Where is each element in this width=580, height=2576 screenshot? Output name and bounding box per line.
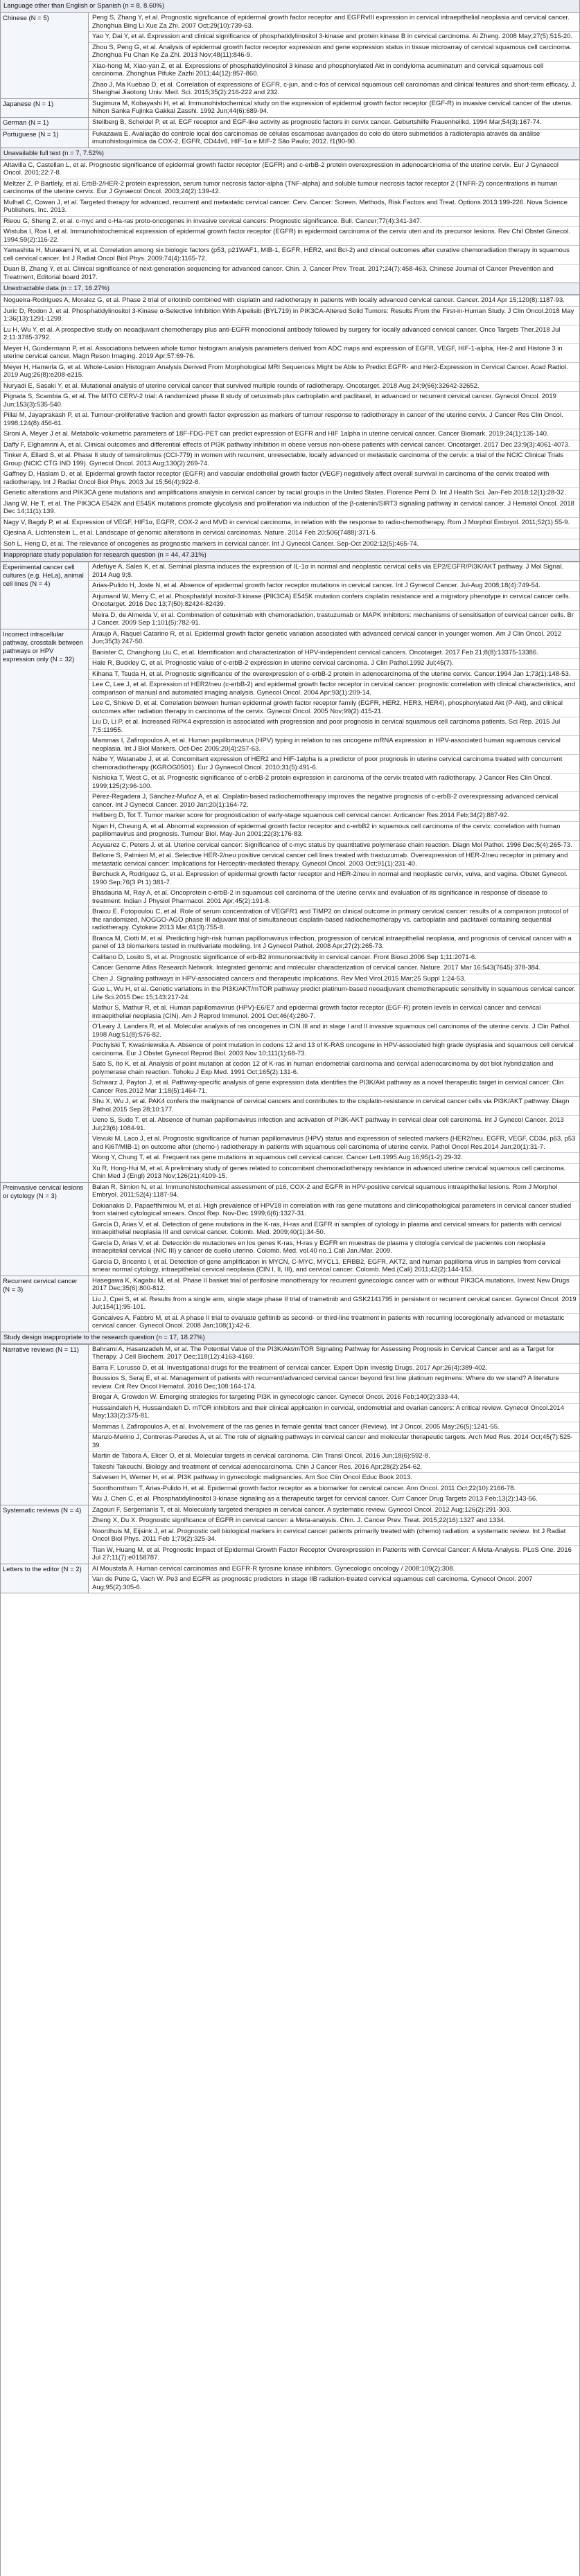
reference-entry: Ojesina A, Lichtenstein L, et al. Landscape of genomic alterations in cervical carcinomas. Nature. 2014 Feb 20;506(7488):371-5. (1, 528, 579, 539)
reference-entry: Steilberg B, Scheidel P, et al. EGF receptor and EGF-like activity as prognostic factors in cervix cancer. Geburtshilfe Frauenheilkd. 1994 Mar;54(3):167-74. (92, 118, 542, 126)
category-entries (89, 629, 579, 1182)
reference-entry: Manzo-Merino J, Contreras-Paredes A, et al. The role of signaling pathways in cervical cancer and molecular therapeutic targets. Arch Med Res. 2014 Oct;45(7):525-39. (89, 1432, 579, 1451)
reference-entry: Al Moustafa A. Human cervical carcinomas and EGFR-R tyrosine kinase inhibitors. Gynecologic oncology / 2008:109(2):308. (92, 1564, 455, 1573)
reference-entry: Van de Putte G, Vach W. Pe3 and EGFR as prognostic predictors in stage IIB radiation-treated cervical squamous cell carcinoma. Gynecol Oncol. 2007 Aug;95(2):305-6. (89, 1574, 579, 1593)
reference-entry: Yamashita H, Murakami N, et al. Correlation among six biologic factors (p53, p21WAF1, MIB-1, EGFR, HER2, and Bcl-2) and clinical outcomes after curative chemoradiation therapy in squamous cell cervical cancer. Int J Radiat Oncol Biol Phys. 2009;74(4):1165-72. (1, 245, 579, 264)
reference-entry: Hussaindaleh H, Hussaindaleh D. mTOR inhibitors and their clinical application in cervical, endometrial and ovarian cancers: A critical review. Gynecol Oncol.2014 May;133(2):375-81. (89, 1403, 579, 1422)
category-entries (89, 99, 579, 117)
category-label: Chinese (N = 5) (1, 13, 89, 98)
category-row (1, 1564, 579, 1594)
reference-entry: Nishioka T, West C, et al. Prognostic significance of c-erbB-2 protein expression in carcinoma of the cervix treated with radiotherapy. J Cancer Res Clin Oncol. 1999;125(2):96-100. (89, 773, 579, 791)
reference-entry: Sato S, Ito K, et al. Analysis of point mutation at codon 12 of K-ras in human endometrial carcinoma and cervical adenocarcinoma by dot blot hybridization and polymerase chain reaction. Tohoku J Exp Med. 1991 Oct;165(2):131-6. (89, 1059, 579, 1077)
reference-entry: Zagouri F, Sergentanis T, et al. Molecularly targeted therapies in cervical cancer. A systematic review. Gynecol Oncol. 2012 Aug;126(2):291-303. (92, 1505, 511, 1514)
category-entries (89, 1183, 579, 1276)
reference-entry: Hasegawa K, Kagabu M, et al. Phase II basket trial of perifosine monotherapy for recurrent gynecologic cancer with or without PIK3CA mutations. Invest New Drugs 2017 Dec;35(6):800-812. (92, 1276, 570, 1292)
reference-entry: Banister C, Changhong Liu C, et al. Identification and characterization of HPV-independent cervical cancers. Oncotarget. 2017 Feb 21;8(8):13375-13386. (89, 647, 579, 659)
category-row (1, 562, 579, 629)
reference-entry: O'Leary J, Landers R, et al. Molecular analysis of ras oncogenes in CIN III and in stage I and II invasive squamous cell carcinoma of the uterine cervix. J Clin Pathol. 1998 Aug;51(8):576-82. (89, 1021, 579, 1040)
reference-entry: Lee C, Lee J, et al. Expression of HER2/neu (c-erbB-2) and epidermal growth factor receptor in cervical cancer: prognostic correlation with clinical characteristics, and comparison of manual and automated imaging analysis. Gynecol Oncol. 2004 Apr;93(1):209-14. (89, 679, 579, 698)
reference-entry: Mulhall C, Cowan J, et al. Targeted therapy for advanced, recurrent and metastatic cervical cancer. Cerv. Cancer: Screen. Methods, Risk Factors and Treat. Options 2013:199-226. Nova Science Publishers, Inc. 2013. (1, 197, 579, 216)
reference-entry: Wu J, Chen C, et al. Phosphatidylinositol 3-kinase signaling as a therapeutic target for cervical cancer. Curr Cancer Drug Targets 2013 Feb;13(2):143-56. (89, 1494, 579, 1505)
reference-entry: Visvuki M, Laco J, et al. Prognostic significance of human papillomavirus (HPV) status and expression of selected markers (HER2/neu, EGFR, VEGF, CD34, p63, p53 and Ki67/MIB-1) on outcome after (chemo-) radiotherapy in patients with squamous cell carcinoma of uterine cervix. Pathol Oncol Res.2014 Jan;20(1):31-7. (89, 1134, 579, 1152)
reference-entry: Mammas I, Zafiropoulos A, et al. Human papillomavirus (HPV) typing in relation to ras oncogene mRNA expression in HPV-associated human squamous cervical neoplasia. Int J Biol Markers. Oct-Dec 2005;20(4):257-63. (89, 735, 579, 754)
reference-entry: Shu X, Wu J, et al. PAK4 confers the malignance of cervical cancers and contributes to the cisplatin-resistance in cervical cancer cells via PI3K/AKT pathway. Diagn Pathol.2015 Sep 28;10:177. (89, 1096, 579, 1115)
reference-entry: Meyer H, Gundermann P, et al. Associations between whole tumor histogram analysis parameters derived from ADC maps and expression of EGFR, VEGF, HIF-1-alpha, Her-2 and Histone 3 in uterine cervical cancer. Magn Reson Imaging. 2019 Apr;57:69-76. (1, 343, 579, 362)
category-label: German (N = 1) (1, 118, 89, 129)
category-row (1, 1183, 579, 1276)
reference-entry: Duan B, Zhang Y, et al. Clinical significance of next-generation sequencing for advanced cancer. Chin. J. Cancer Prev. Treat. 2017;24(7):458-463. Chinese Journal of Cancer Prevention and Treatment, Editorial board 2017. (1, 264, 579, 283)
reference-entry: Adefuye A, Sales K, et al. Seminal plasma induces the expression of IL-1α in normal and neoplastic cervical cells via EP2/EGFR/PI3K/AKT pathway. J Mol Signal. 2014 Aug 9;8. (92, 563, 563, 579)
section-group (1, 283, 579, 550)
reference-entry: Califano D, Losito S, et al. Prognostic significance of erb-B2 immunoreactivity in cervical cancer. Front Biosci.2006 Sep 1;11:2071-6. (89, 952, 579, 963)
reference-entry: Boussios S, Seraj E, et al. Management of patients with recurrent/advanced cervical cancer beyond first line platinum regimens: Where do we stand? A literature review. Crit Rev Oncol Hematol. 2016 Dec;108:164-174. (89, 1373, 579, 1392)
reference-entry: Fukazawa E. Avaliação do controle local dos carcinomas de células escamosas avançados do colo do útero submetidos à radioterapia através da análise imunohistoquímica da COX-2, EGFR, CD44v6, HIF-1α e MIF-2 São Paulo; 2012. f1(90-90. (92, 129, 541, 145)
reference-entry: Meyer H, Hamerla G, et al. Whole-Lesion Histogram Analysis Derived From Morphological MRI Sequences Might be Able to Predict EGFR- and Her2-Expression in Cervical Cancer. Acad Radiol. 2019 Aug;26(8):e208-e215. (1, 362, 579, 381)
reference-entry: Xiao-hong M, Xiao-yan Z, et al. Expressions of phosphatidylinositol 3 kinase and phosphorylated Akt in condyloma acuminatum and cervical squamous cell carcinoma. Zhonghua Pifuke Zazhi 2011;44(12):857-860. (89, 61, 579, 80)
category-label: Japanese (N = 1) (1, 99, 89, 117)
reference-entry: Noordhuis M, Eijsink J, et al. Prognostic cell biological markers in cervical cancer patients primarily treated with (chemo) radiation: a systematic review. Int J Radiat Oncol Biol Phys. 2011 Feb 1;79(2):325-34. (89, 1526, 579, 1545)
reference-entry: Sugimura M, Kobayashi H, et al. Immunohistochemical study on the expression of epidermal growth factor receptor (EGF-R) in invasive cervical cancer of the uterus. Nihon Sanka Fujinka Gakkai Zasshi. 1992 Jun;44(6):689-94. (92, 99, 573, 115)
reference-entry: Pérez-Regadera J, Sánchez-Muñoz A, et al. Cisplatin-based radiochemotherapy improves the negative prognosis of c-erbB-2 overexpressing advanced cervical cancer. Int J Gynecol Cancer. 2010 Jan;20(1):164-72. (89, 791, 579, 810)
reference-entry: Lee C, Shieve D, et al. Correlation between human epidermal growth factor receptor family (EGFR, HER2, HER3, HER4), phosphorylated Akt (P-Akt), and clinical outcomes after radiation therapy in carcinoma of the cervix. Gynecol Oncol. 2005 Nov;99(2):415-21. (89, 698, 579, 717)
section-label: Unavailable full text (n = 7, 7.52%) (1, 148, 579, 160)
reference-entry: Tinker A, Ellard S, et al. Phase II study of temsirolimus (CCI-779) in women with recurrent, unresectable, locally advanced or metastatic carcinoma of the cervix: a trial of the NCIC Clinical Trials Group (NCIC CTG IND 199). Gynecol Oncol. 2013 Aug;130(2):269-74. (1, 450, 579, 469)
reference-entry: Branca M, Ciotti M, et al. Predicting high-risk human papillomavirus infection, progression of cervical intraepithelial neoplasia, and prognosis of cervical cancer with a panel of 13 biomarkers tested in multivariate modeling. Int J Gynecol Pathol. 2008 Apr;27(2):265-73. (89, 933, 579, 952)
reference-entry: Chen J. Signaling pathways in HPV-associated cancers and therapeutic implications. Rev Med Virol.2015 Mar;25 Suppl 1:24-53. (89, 974, 579, 985)
category-entries (89, 129, 579, 147)
category-row (1, 99, 579, 118)
reference-entry: Cancer Genome Atlas Research Network. Integrated genomic and molecular characterization of cervical cancer. Nature. 2017 Mar 16;543(7645):378-384. (89, 963, 579, 974)
reference-entry: Bhadauria M, Ray A, et al. Oncoprotein c-erbB-2 in squamous cell carcinoma of the uterine cervix and evaluation of its significance in response of disease to treatment. Indian J Physiol Pharmacol. 2001 Apr;45(2):191-8. (89, 888, 579, 906)
category-label: Narrative reviews (N = 11) (1, 1345, 89, 1505)
reference-entry: Nuryadi E, Sasaki Y, et al. Mutational analysis of uterine cervical cancer that survived multiple rounds of radiotherapy. Oncotarget. 2018 Aug 24;9(66):32642-32652. (1, 381, 579, 392)
reference-entry: Ngan H, Cheung A, et al. Abnormal expression of epidermal growth factor receptor and c-erbB2 in squamous cell carcinoma of the cervix: correlation with human papillomavirus and prognosis. Tumour Biol. May-Jun 2001;22(3):176-83. (89, 821, 579, 840)
category-row (1, 1505, 579, 1564)
reference-entry: Lu H, Wu Y, et al. A prospective study on neoadjuvant chemotherapy plus anti-EGFR monoclonal antibody followed by surgery for locally advanced cervical cancer. Onco Targets Ther.2018 Jul 2;11:3785-3792. (1, 325, 579, 343)
reference-entry: Arjumand W, Merry C, et al. Phosphatidyl inositol-3 kinase (PIK3CA) E545K mutation confers cisplatin resistance and a migratory phenotype in cervical cancer cells. Oncotarget. 2016 Dec 13;7(50):82424-82439. (89, 591, 579, 610)
reference-entry: Pochylski T, Kwaśniewska A. Absence of point mutation in codons 12 and 13 of K-RAS oncogene in HPV-associated high grade dysplasia and squamous cell cervical carcinoma. Eur J Obstet Gynecol Reprod Biol. 2003 Nov 10;111(1):68-73. (89, 1040, 579, 1059)
reference-entry: Liu D, Li P, et al. Increased RIPK4 expression is associated with progression and poor prognosis in cervical squamous cell carcinoma patients. Sci Rep. 2015 Jul 7;5:11955. (89, 717, 579, 735)
category-label: Recurrent cervical cancer (N = 3) (1, 1276, 89, 1332)
reference-entry: Sironi A, Meyer J et al. Metabolic-volumetric parameters of 18F-FDG-PET can predict expression of EGFR and HIF 1alpha in uterine cervical cancer. Cancer Biomark. 2019;24(1):135-140. (1, 429, 579, 440)
reference-entry: Balan R, Simion N, et al. Immunohistochemical assessment of p16, COX-2 and EGFR in HPV-positive cervical squamous intraepithelial lesions. Rom J Morphol Embryol. 2011;52(4):1187-94. (92, 1183, 558, 1199)
category-label: Systematic reviews (N = 4) (1, 1505, 89, 1564)
reference-entry: Meira D, de Almeida V, et al. Combination of cetuximab with chemoradiation, trastuzumab or MAPK inhibitors: mechanisms of sensitisation of cervical cancer cells. Br J Cancer. 2009 Sep 1;101(5):782-91. (89, 610, 579, 629)
category-entries (89, 13, 579, 98)
reference-entry: Araujo A, Raquel Catarino R, et al. Epidermal growth factor genetic variation associated with advanced cervical cancer in younger women. Am J Clin Oncol. 2012 Jun;35(3):247-50. (92, 629, 561, 645)
reference-entry: Daffy F, Elghamrini A, et al. Clinical outcomes and differential effects of PI3K pathway inhibition in obese versus non-obese patients with cervical cancer. Oncotarget. 2017 Dec 23;9(3):4061-4073. (1, 440, 579, 451)
reference-entry: Gaffney D, Haslam D, et al. Epidermal growth factor receptor (EGFR) and vascular endothelial growth factor (VEGF) negatively affect overall survival in carcinoma of the cervix treated with radiotherapy. Int J Radiat Oncol Biol Phys. 2003 Jul 15;56(4):922-8. (1, 469, 579, 488)
section-label: Inappropriate study population for research question (n = 44, 47.31%) (1, 550, 579, 562)
reference-entry: Dokianakis D, Papaefthimiou M, et al. High prevalence of HPV18 in correlation with ras gene mutations and clinicopathological parameters in cervical cancer studied from stained cytological smears. Oncol Rep. Nov-Dec 1999;6(6):1327-31. (89, 1201, 579, 1219)
reference-entry: Zheng X, Du X. Prognostic significance of EGFR in cervical cancer: a Meta-analysis. Chin. J. Cancer Prev. Treat. 2015;22(16):1327 and 1334. (89, 1515, 579, 1526)
reference-entry: Zhao J, Ma Kuebao D, et al. Correlation of expressions of EGFR, c-jun, and c-fos of cervical squamous cell carcinomas and clinical features and short-term efficacy. J. Shanghai Jiaotong Univ. Med. Sci. 2015;35(2):216-222 and 232. (89, 80, 579, 98)
category-label: Portuguese (N = 1) (1, 129, 89, 147)
reference-entry: Juric D, Rodon J, et al. Phosphatidylinositol 3-Kinase α-Selective Inhibition With Alpelisib (BYL719) in PIK3CA-Altered Solid Tumors: Results From the First-in-Human Study. J Clin Oncol.2018 May 1;36(13):1291-1299. (1, 306, 579, 325)
category-label: Preinvasive cervical lesions or cytology (N = 3) (1, 1183, 89, 1276)
reference-entry: Jiang W, He T, et al. The PIK3CA E542K and E545K mutations promote glycolysis and proliferation via induction of the β-catenin/SIRT3 signaling pathway in cervical cancer. J Hematol Oncol. 2018 Dec 14;11(1):139. (1, 499, 579, 517)
reference-entry: Soh L, Heng D, et al. The relevance of oncogenes as prognostic markers in cervical cancer. Int J Gynecol Cancer. Sep-Oct 2002;12(5):465-74. (1, 539, 579, 550)
reference-entry: Hellberg D, Tot T. Tumor marker score for prognostication of early-stage squamous cell cervical cancer. Anticancer Res.2014 Feb;34(2):887-92. (89, 810, 579, 821)
category-label: Incorrect intracellular pathway, crosstalk between pathways or HPV expression only (N = 32) (1, 629, 89, 1182)
reference-entry: Peng S, Zhang Y, et al. Prognostic significance of epidermal growth factor receptor and EGFRvIII expression in cervical intraepithelial neoplasia and cervical cancer. Zhonghua Bing Li Xue Za Zhi. 2007 Oct;29(10):739-63. (92, 14, 570, 30)
section-group (1, 1332, 579, 1345)
reference-entry: Nogueira-Rodrigues A, Moralez G, et al. Phase 2 trial of erlotinib combined with cisplatin and radiotherapy in patients with locally advanced cervical cancer. Cancer. 2014 Apr 15;120(8):1187-93. (1, 295, 579, 306)
reference-entry: Kihana T, Tsuda H, et al. Prognostic significance of the overexpression of c-erbB-2 protein in adenocarcinoma of the uterine cervix. Cancer.1994 Jan 1;73(1):148-53. (89, 669, 579, 680)
category-entries (89, 562, 579, 629)
reference-entry: Guo L, Wu H, et al. Genetic variations in the PI3K/AKT/mTOR pathway predict platinum-based neoadjuvant chemotherapeutic sensitivity in squamous cervical cancer. Life Sci.2015 Dec 15;143:217-24. (89, 984, 579, 1003)
category-label: Letters to the editor (N = 2) (1, 1564, 89, 1593)
category-row (1, 129, 579, 148)
reference-entry: Schwarz J, Payton J, et al. Pathway-specific analysis of gene expression data identifies the PI3K/Akt pathway as a novel therapeutic target in cervical cancer. Clin Cancer Res.2012 Mar 1;18(5):1464-71. (89, 1077, 579, 1096)
category-row (1, 13, 579, 99)
category-row (1, 118, 579, 129)
reference-entry: Soonthornthum T, Arias-Pulido H, et al. Epidermal growth factor receptor as a biomarker for cervical cancer. Ann Oncol. 2011 Oct;22(10):2166-78. (89, 1483, 579, 1494)
category-row (1, 629, 579, 1183)
category-label: Experimental cancer cell cultures (e.g. HeLa), animal cell lines (N = 4) (1, 562, 89, 629)
reference-entry: Wong Y, Chung T, et al. Frequent ras gene mutations in squamous cell cervical cancer. Cancer Lett.1995 Aug 16;95(1-2):29-32. (89, 1152, 579, 1163)
reference-entry: Nagy V, Bagdy P, et al. Expression of VEGF, HIF1α, EGFR, COX-2 and MVD in cervical carcinoma, in relation with the response to radio-chemotherapy. Rom J Morphol Embryol. 2011;52(1):55-9. (1, 517, 579, 528)
reference-entry: Wistuba I, Roa I, et al. Immunohistochemical expression of epidermal growth factor receptor (EGFR) in epidermoid carcinoma of the cervix uteri and its precursor lesions. Rev Chil Obstet Ginecol. 1994;59(2):116-22. (1, 226, 579, 245)
reference-entry: Pignata S, Scambia G, et al. The MITO CERV-2 trial: A randomized phase II study of cetuximab plus carboplatin and paclitaxel, in advanced or recurrent cervical cancer. Gynecol Oncol. 2019 Jun;153(3):535-540. (1, 391, 579, 410)
reference-entry: Barra F, Lorusso D, et al. Investigational drugs for the treatment of cervical cancer. Expert Opin Investig Drugs. 2017 Apr;26(4):389-402. (89, 1363, 579, 1374)
category-row (1, 1276, 579, 1332)
reference-entry: Yao Y, Dai Y, et al. Expression and clinical significance of phosphatidylinositol 3-kinase and protein kinase B in cervical carcinoma. Ai Zheng. 2008 May;27(5):515-20. (89, 31, 579, 42)
section-label: Unextractable data (n = 17, 16.27%) (1, 283, 579, 295)
reference-entry: Acyuarez C, Peters J, et al. Uterine cervical cancer: Significance of c-myc status by quantitative polymerase chain reaction. Diagn Mol Pathol. 1996 Dec;5(4):265-73. (89, 840, 579, 851)
reference-entry: Liu J, Cpei S, et al. Results from a single arm, single stage phase II trial of trametinib and GSK2141795 in persistent or recurrent cervical cancer. Gynecol Oncol. 2019 Jul;154(1):95-101. (89, 1294, 579, 1313)
reference-entry: Pillai M, Jayaprakash P, et al. Tumour-proliferative fraction and growth factor expression as markers of tumour response to radiotherapy in cancer of the uterine cervix. J Cancer Res Clin Oncol. 1998;124(8):456-61. (1, 410, 579, 429)
category-entries (89, 1276, 579, 1332)
section-group (1, 148, 579, 284)
reference-entry: Nábe Y, Watanabe J, et al. Concomitant expression of HER2 and HIF-1alpha is a predictor of poor prognosis in uterine cervical carcinoma treated with concurrent chemoradiotherapy (KGROG0501). Eur J Gynaecol Oncol. 2010;31(5):491-6. (89, 754, 579, 773)
reference-entry: Hale R, Buckley C, et al. Prognostic value of c-erbB-2 expression in uterine cervical carcinoma. J Clin Pathol.1992 Jul;45(7). (89, 658, 579, 669)
category-entries (89, 1345, 579, 1505)
reference-entry: Altavilla C, Castellan L, et al. Prognostic significance of epidermal growth factor receptor (EGFR) and c-erbB-2 protein overexpression in adenocarcinoma of the uterine cervix. Eur J Gynaecol Oncol. 2001;22:7-8. (1, 160, 579, 179)
section-group (1, 550, 579, 562)
reference-entry: Mathur S, Mathur R, et al. Human papillomavirus (HPV)-E6/E7 and epidermal growth factor receptor (EGF-R) protein levels in cervical cancer and cervical intraepithelial neoplasia (CIN). Am J Reprod Immunol. 2001 Oct;46(4):280-7. (89, 1003, 579, 1021)
reference-entry: Genetic alterations and PIK3CA gene mutations and amplifications analysis in cervical cancer by racial groups in the United States. Florence Pemi D. Int J Health Sci. Jan-Feb 2018;12(1):28-32. (1, 488, 579, 499)
reference-entry: Goncalves A, Fabbro M, et al. A phase II trial to evaluate gefitinib as second- or third-line treatment in patients with recurring locoregionally advanced or metastatic cervical cancer. Gynecol Oncol. 2008 Jan;108(1):42-6. (89, 1313, 579, 1332)
category-entries (89, 1564, 579, 1593)
reference-entry: Meltzer Z, P Bartlely, et al. ErbB-2/HER-2 protein expression, serum tumor necrosis factor-alpha (TNF-alpha) and soluble tumour necrosis factor receptor 2 (TNFR-2) concentrations in human carcinoma of the uterine cervix. Eur J Gynaecol Oncol. 2003;24(2):139-42. (1, 179, 579, 197)
category-row (1, 1345, 579, 1505)
reference-entry: Bahrami A, Hasanzadeh M, et al. The Potential Value of the PI3K/Akt/mTOR Signaling Pathway for Assessing Prognosis in Cervical Cancer and as a Target for Therapy. J Cell Biochem. 2017 Dec;118(12):4163-4169. (92, 1345, 554, 1361)
reference-entry: García D, Arias V, et al. Detección de mutaciones en los genes K-ras, H-ras y EGFR en muestras de plasma y citología cervical de pacientes con neoplasia intraepitelial cervical (NIC III) y cáncer de cuello uterino. Colomb. Med. vol.40 no.1 Cali Jan./Mar. 2009. (89, 1238, 579, 1257)
reference-entry: Arias-Pulido H, Joste N, et al. Absence of epidermal growth factor receptor mutations in cervical cancer. Int J Gynecol Cancer. Jul-Aug 2008;18(4):749-54. (89, 580, 579, 591)
section-label: Study design inappropriate to the research question (n = 17, 18.27%) (1, 1332, 579, 1344)
reference-entry: Martin de Tabora A, Elicer O, et al. Molecular targets in cervical carcinoma. Clin Transl Oncol. 2016 Jun;18(6):592-8. (89, 1451, 579, 1462)
table-header: Language other than English or Spanish (n = 8, 8.60%) (1, 0, 579, 13)
reference-entry: Takeshi Takeuchi. Biology and treatment of cervical adenocarcinoma. Chin J Cancer Res. 2016 Apr;28(2):254-62. (89, 1462, 579, 1473)
reference-entry: Braicu E, Fotopoulou C, et al. Role of serum concentration of VEGFR1 and TIMP2 on clinical outcome in primary cervical cancer: results of a companion protocol of the randomized, NOGGO-AGO phase III adjuvant trial of simultaneous cisplatin-based radiochemotherapy vs. carboplatin and paclitaxel containing sequential radiotherapy. Cytokine 2013 Mar;61(3):755-8. (89, 906, 579, 933)
reference-entry: Zhou S, Peng G, et al. Analysis of epidermal growth factor receptor expression and gene expression status in tissue microarray of cervical squamous cell carcinoma. Zhonghua Fu Chan Ke Za Zhi. 2013 Nov;48(11):846-9. (89, 42, 579, 61)
reference-entry: Mammas I, Zafiropoulos A, et al. Involvement of the ras genes in female genital tract cancer (Review). Int J Oncol. 2005 May;26(5):1241-55. (89, 1422, 579, 1433)
reference-entry: Ueno S, Sudo T, et al. Absence of human papillomavirus infection and activation of PI3K-AKT pathway in cervical clear cell carcinoma. Int J Gynecol Cancer. 2013 Jul;23(6):1084-91. (89, 1115, 579, 1134)
category-entries (89, 1505, 579, 1564)
category-entries (89, 118, 579, 129)
reference-entry: Xu R, Hong-Hui M, et al. A preliminary study of genes related to concomitant chemoradiotherapy resistance in advanced uterine cervical squamous cell carcinoma. Chin Med J (Engl) 2013 Nov;126(21):4109-15. (89, 1163, 579, 1182)
reference-entry: Bregar A, Growdon W. Emerging strategies for targeting PI3K in gynecologic cancer. Gynecol Oncol. 2016 Feb;140(2):333-44. (89, 1392, 579, 1403)
reference-entry: García D, Arias V, et al. Detection of gene mutations in the K-ras, H-ras and EGFR in samples of cytology in plasma and cervical smears for patients with cervical intraepithelial neoplasia III and cervical cancer. Colomb. Med. 2009;40(1):34-50. (89, 1219, 579, 1238)
reference-entry: Salvesen H, Werner H, et al. PI3K pathway in gynecologic malignancies. Am Soc Clin Oncol Educ Book 2013. (89, 1472, 579, 1483)
reference-entry: Tian W, Huang M, et al. Prognostic Impact of Epidermal Growth Factor Receptor Overexpression in Patients with Cervical Cancer: A Meta-Analysis. PLoS One. 2016 Jul 27;11(7):e0158787. (89, 1545, 579, 1564)
reference-entry: Bellone S, Palmieri M, et al. Selective HER-2/neu positive cervical cancer cell lines treated with trastuzumab. Overexpression of HER-2/neu receptor in primary and metastatic cervical cancer: Implications for Herceptin-mediated therapy. Gynecol Oncol. 2003 Oct;91(1):231-40. (89, 850, 579, 869)
reference-entry: Rieou G, Sheng Z, et al. c-myc and c-Ha-ras proto-oncogenes in invasive cervical cancers: Prognostic significance. Bull. Cancer;77(4):341-347. (1, 216, 579, 227)
table-body (1, 13, 579, 1593)
reference-entry: García D, Bricento I, et al. Detection of gene amplification in MYCN, C-MYC, MYCL1, ERBB2, EGFR, AKT2, and human papilloma virus in samples from cervical smear normal cytology, intraepithelial cervical neoplasia (CIN I, II, III), and cervical cancer. Colomb. Med.(Cali) 2011;42(2):144-153. (89, 1257, 579, 1276)
reference-entry: Berchuck A, Rodriguez G, et al. Expression of epidermal growth factor receptor and HER-2/neu in normal and neoplastic cervix, vulva, and vagina. Obstet Gynecol. 1990 Sep;76(3 Pt 1):381-7. (89, 869, 579, 888)
